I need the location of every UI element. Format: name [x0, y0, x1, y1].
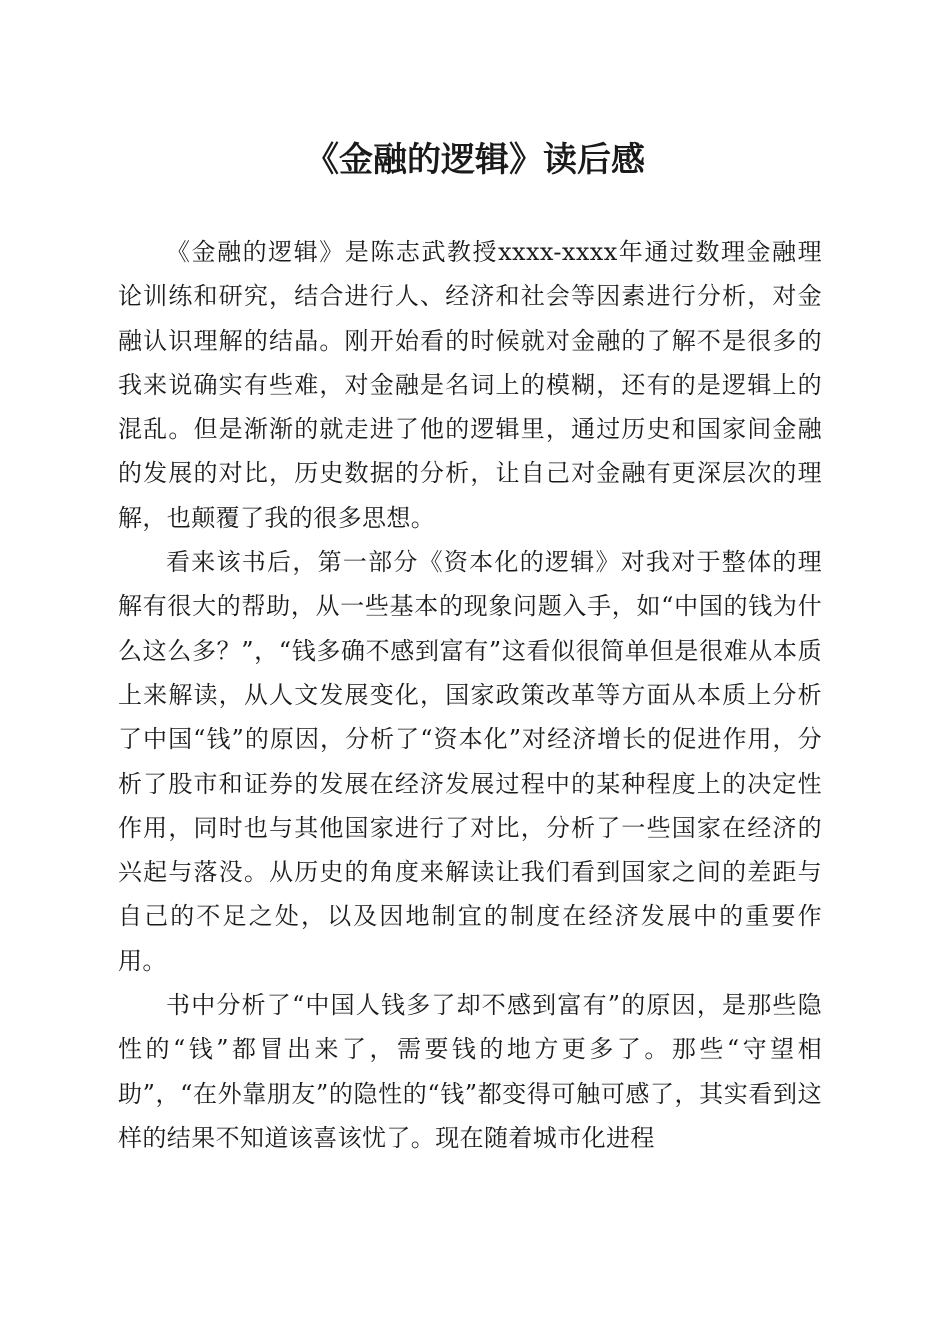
paragraph-intro: 《金融的逻辑》是陈志武教授xxxx-xxxx年通过数理金融理论训练和研究，结合进行人、经济和社会等因素进行分析，对金融认识理解的结晶。刚开始看的时候就对金融的了解不是很多的我来说确实有些难，对金融是名词上的模糊，还有的是逻辑上的混乱。但是渐渐的就走进了他的逻辑里，通过历史和国家间金融的发展的对比，历史数据的分析，让自己对金融有更深层次的理解，也颠覆了我的很多思想。 — [118, 238, 822, 532]
paragraph-hidden-money: 书中分析了“中国人钱多了却不感到富有”的原因，是那些隐性的“钱”都冒出来了，需要钱的地方更多了。那些“守望相助”，“在外靠朋友”的隐性的“钱”都变得可触可感了，其实看到这样的结果不知道该喜该忧了。现在随着城市化进程 — [118, 991, 822, 1152]
paragraph-capitalization: 看来该书后，第一部分《资本化的逻辑》对我对于整体的理解有很大的帮助，从一些基本的现象问题入手，如“中国的钱为什么这么多？”，“钱多确不感到富有”这看似很简单但是很难从本质上来解读，从人文发展变化，国家政策改革等方面从本质上分析了中国“钱”的原因，分析了“资本化”对经济增长的促进作用，分析了股市和证券的发展在经济发展过程中的某种程度上的决定性作用，同时也与其他国家进行了对比，分析了一些国家在经济的兴起与落没。从历史的角度来解读让我们看到国家之间的差距与自己的不足之处，以及因地制宜的制度在经济发展中的重要作用。 — [118, 548, 822, 975]
document-title: 《金融的逻辑》读后感 — [305, 140, 645, 180]
document-body — [118, 230, 822, 1160]
